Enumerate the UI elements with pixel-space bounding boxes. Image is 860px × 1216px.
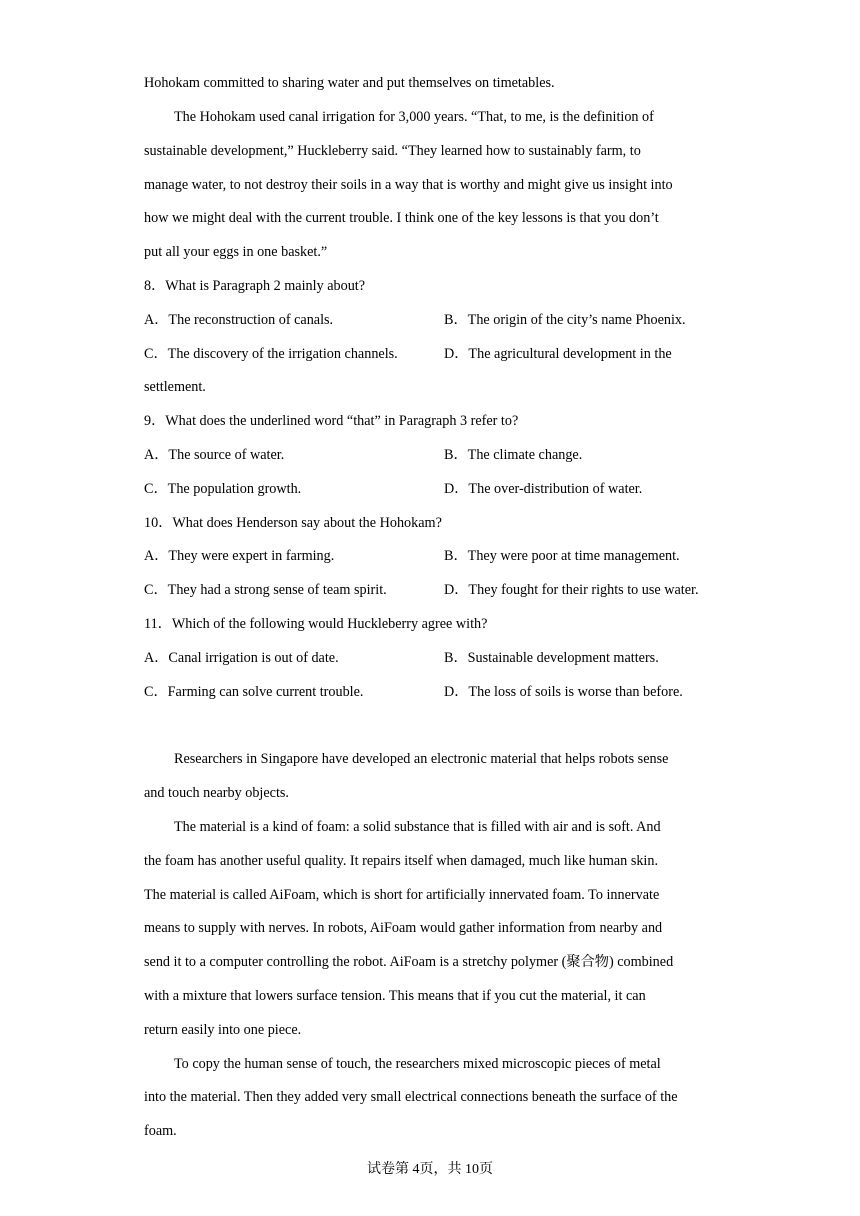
option-a: A．Canal irrigation is out of date.: [144, 650, 339, 666]
option-d: D．The agricultural development in the: [444, 346, 672, 362]
option-a: A．The reconstruction of canals.: [144, 312, 334, 328]
question-stem: 8．What is Paragraph 2 mainly about?: [144, 278, 366, 294]
passage-line: manage water, to not destroy their soils in a way that is worthy and might give us insight into: [144, 177, 673, 193]
passage-line: into the material. Then they added very small electrical connections beneath the surface of the: [144, 1089, 678, 1105]
option-a: A．They were expert in farming.: [144, 548, 335, 564]
page-footer: 试卷第 4页，共 10页: [367, 1162, 493, 1177]
passage-line: To copy the human sense of touch, the researchers mixed microscopic pieces of metal: [174, 1056, 661, 1072]
passage-line: means to supply with nerves. In robots, AiFoam would gather information from nearby and: [144, 920, 663, 936]
option-d: D．They fought for their rights to use water.: [444, 582, 699, 598]
passage-line: Hohokam committed to sharing water and put themselves on timetables.: [144, 75, 555, 91]
option-c: C．The population growth.: [144, 481, 302, 497]
passage-line: The material is called AiFoam, which is short for artificially innervated foam. To innervate: [144, 887, 660, 903]
passage-line: sustainable development,” Huckleberry said. “They learned how to sustainably farm, to: [144, 143, 641, 159]
option-a: A．The source of water.: [144, 447, 285, 463]
passage-line: return easily into one piece.: [144, 1022, 302, 1038]
option-d-continued: settlement.: [144, 379, 206, 395]
question-stem: 10．What does Henderson say about the Hohokam?: [144, 515, 442, 531]
option-d: D．The over-distribution of water.: [444, 481, 643, 497]
option-c: C．Farming can solve current trouble.: [144, 684, 364, 700]
passage-line: the foam has another useful quality. It repairs itself when damaged, much like human skin.: [144, 853, 659, 869]
passage-line: how we might deal with the current trouble. I think one of the key lessons is that you don’t: [144, 210, 659, 226]
passage-line: and touch nearby objects.: [144, 785, 289, 801]
passage-line: with a mixture that lowers surface tension. This means that if you cut the material, it can: [144, 988, 646, 1004]
passage-line: put all your eggs in one basket.”: [144, 244, 328, 260]
option-c: C．They had a strong sense of team spirit.: [144, 582, 387, 598]
passage-line: send it to a computer controlling the robot. AiFoam is a stretchy polymer (聚合物) combined: [144, 954, 674, 970]
option-c: C．The discovery of the irrigation channels.: [144, 346, 398, 362]
passage-line: foam.: [144, 1123, 177, 1139]
passage-line: The Hohokam used canal irrigation for 3,000 years. “That, to me, is the definition of: [174, 109, 654, 125]
passage-line: The material is a kind of foam: a solid substance that is filled with air and is soft. And: [174, 819, 661, 835]
question-stem: 11．Which of the following would Huckleberry agree with?: [144, 616, 488, 632]
option-b: B．Sustainable development matters.: [444, 650, 659, 666]
question-stem: 9．What does the underlined word “that” in Paragraph 3 refer to?: [144, 413, 519, 429]
option-d: D．The loss of soils is worse than before.: [444, 684, 683, 700]
option-b: B．They were poor at time management.: [444, 548, 680, 564]
option-b: B．The origin of the city’s name Phoenix.: [444, 312, 686, 328]
option-b: B．The climate change.: [444, 447, 583, 463]
passage-line: Researchers in Singapore have developed an electronic material that helps robots sense: [174, 751, 669, 767]
